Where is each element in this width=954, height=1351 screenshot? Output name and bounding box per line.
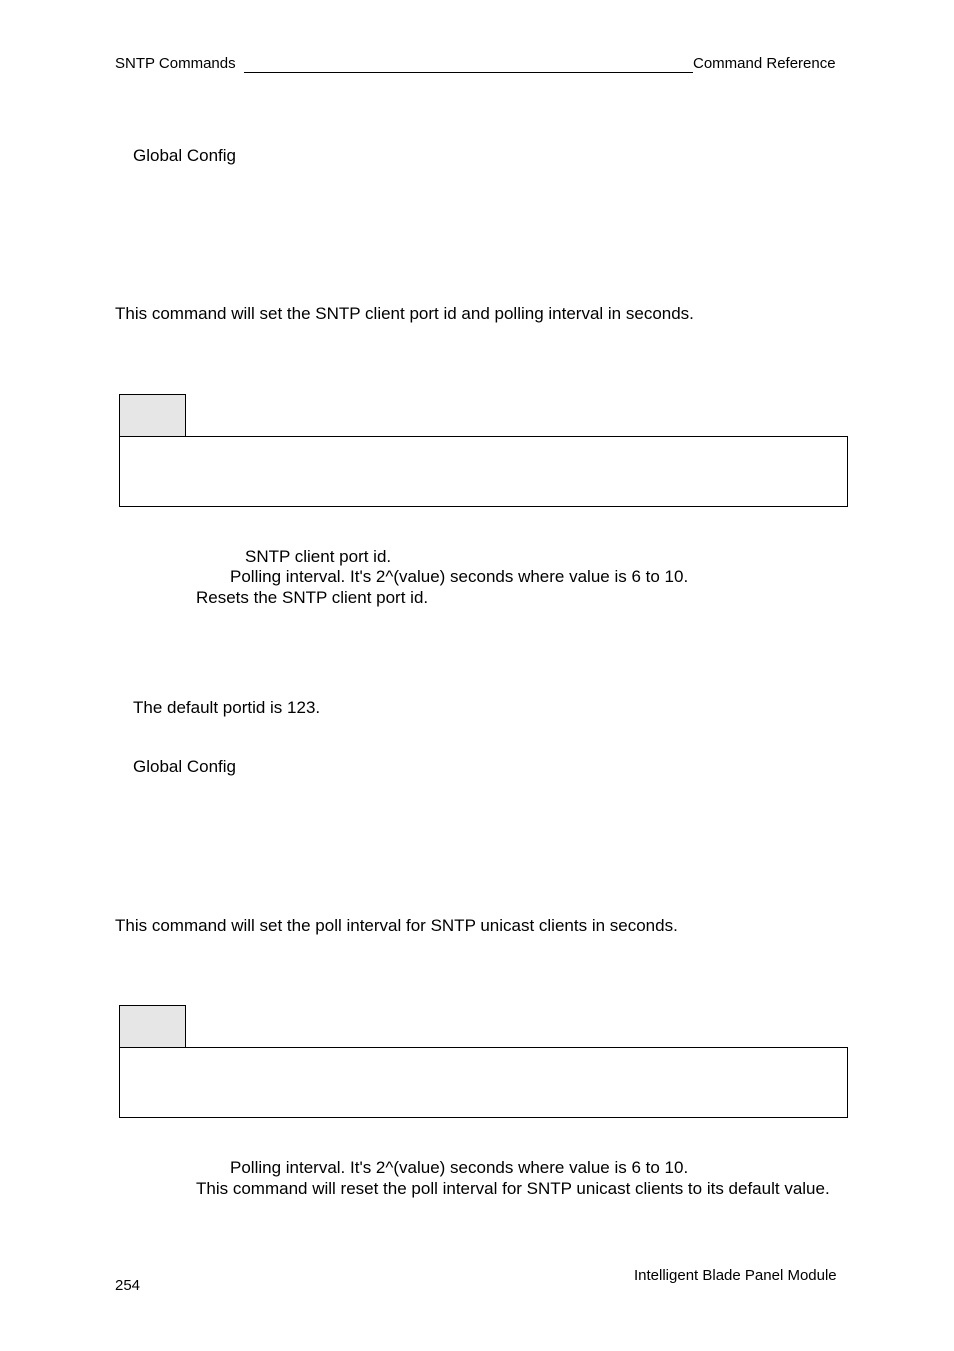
footer-product-name: Intelligent Blade Panel Module	[634, 1267, 837, 1284]
default-value-text: The default portid is 123.	[133, 698, 321, 717]
header-reference-title: Command Reference	[693, 55, 836, 72]
command-description: This command will set the SNTP client port id and polling interval in seconds.	[115, 304, 694, 323]
command-mode-text-2: Global Config	[133, 757, 237, 776]
syntax-box	[119, 436, 848, 507]
syntax-box-2	[119, 1047, 848, 1118]
command-description-2: This command will set the poll interval for SNTP unicast clients in seconds.	[115, 916, 678, 935]
header-rule	[244, 72, 693, 73]
syntax-format-tab-2	[119, 1005, 186, 1047]
param-no-form-desc-2: This command will reset the poll interval for SNTP unicast clients to its default value.	[196, 1179, 830, 1198]
page-number: 254	[115, 1277, 141, 1294]
param-portid-desc: SNTP client port id.	[245, 547, 392, 566]
param-no-form-desc: Resets the SNTP client port id.	[196, 588, 429, 607]
param-interval-desc-2: Polling interval. It's 2^(value) seconds where value is 6 to 10.	[230, 1158, 689, 1177]
param-interval-desc: Polling interval. It's 2^(value) seconds where value is 6 to 10.	[230, 567, 689, 586]
command-mode-text: Global Config	[133, 146, 237, 165]
syntax-format-tab	[119, 394, 186, 436]
header-section-title: SNTP Commands	[115, 55, 236, 72]
